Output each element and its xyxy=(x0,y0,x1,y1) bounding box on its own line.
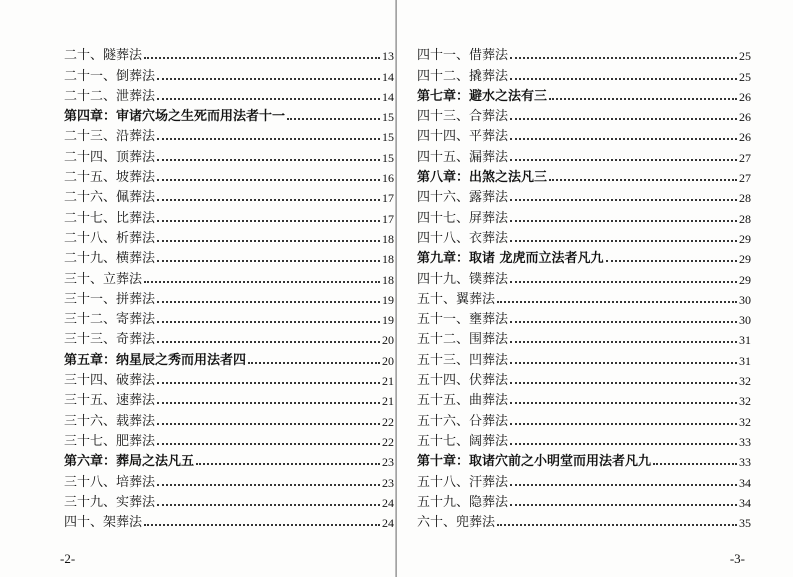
toc-chapter-heading xyxy=(64,103,394,123)
toc-entry-title: 四十三、合葬法 xyxy=(417,109,509,125)
toc-leader-dots xyxy=(510,159,737,161)
toc-entry-title: 三十七、肥葬法 xyxy=(64,433,156,449)
toc-entry xyxy=(64,489,394,509)
toc-entry-title: 五十四、伏葬法 xyxy=(417,373,509,389)
toc-entry-page: 20 xyxy=(382,353,394,368)
toc-leader-dots xyxy=(157,341,380,343)
toc-list-left xyxy=(64,42,394,529)
toc-entry-title: 第七章：避水之法有三 xyxy=(417,88,548,104)
toc-leader-dots xyxy=(144,281,380,283)
toc-entry xyxy=(64,265,394,285)
toc-leader-dots xyxy=(510,362,737,364)
toc-entry-page: 32 xyxy=(739,394,751,409)
toc-entry-page: 23 xyxy=(382,475,394,490)
toc-leader-dots xyxy=(157,402,380,404)
toc-entry xyxy=(417,468,751,488)
toc-entry xyxy=(64,509,394,529)
toc-leader-dots xyxy=(606,260,737,262)
toc-entry xyxy=(417,407,751,427)
toc-leader-dots xyxy=(510,240,737,242)
toc-entry-title: 二十七、比葬法 xyxy=(64,210,156,226)
toc-entry xyxy=(417,367,751,387)
toc-chapter-heading xyxy=(417,83,751,103)
toc-entry-page: 31 xyxy=(739,353,751,368)
toc-entry-title: 三十六、载葬法 xyxy=(64,413,156,429)
toc-entry xyxy=(64,225,394,245)
toc-entry-title: 二十三、沿葬法 xyxy=(64,129,156,145)
toc-entry-page: 29 xyxy=(739,272,751,287)
toc-entry xyxy=(64,428,394,448)
toc-entry-title: 五十七、阔葬法 xyxy=(417,433,509,449)
toc-entry xyxy=(64,42,394,62)
toc-entry-page: 21 xyxy=(382,394,394,409)
toc-entry xyxy=(64,204,394,224)
toc-entry-page: 25 xyxy=(739,69,751,84)
toc-leader-dots xyxy=(510,402,737,404)
left-page xyxy=(0,0,396,577)
toc-entry xyxy=(64,367,394,387)
toc-entry-page: 17 xyxy=(382,211,394,226)
toc-entry-title: 第四章：审诸穴场之生死而用法者十一 xyxy=(64,109,286,125)
toc-leader-dots xyxy=(653,463,737,465)
toc-leader-dots xyxy=(510,281,737,283)
toc-entry xyxy=(417,509,751,529)
toc-entry-title: 六十、兜葬法 xyxy=(417,515,496,531)
toc-entry-page: 15 xyxy=(382,150,394,165)
toc-leader-dots xyxy=(510,138,737,140)
toc-entry xyxy=(64,83,394,103)
toc-entry xyxy=(417,306,751,326)
toc-leader-dots xyxy=(248,362,380,364)
toc-entry-page: 14 xyxy=(382,69,394,84)
toc-entry-title: 二十五、坡葬法 xyxy=(64,170,156,186)
toc-entry-title: 四十八、衣葬法 xyxy=(417,230,509,246)
toc-entry-page: 15 xyxy=(382,130,394,145)
toc-leader-dots xyxy=(549,179,737,181)
toc-entry-title: 四十二、撬葬法 xyxy=(417,68,509,84)
toc-entry-page: 27 xyxy=(739,171,751,186)
toc-leader-dots xyxy=(157,199,380,201)
toc-entry xyxy=(64,326,394,346)
toc-entry xyxy=(64,62,394,82)
toc-entry-page: 35 xyxy=(739,516,751,531)
toc-leader-dots xyxy=(157,159,380,161)
toc-entry xyxy=(64,164,394,184)
toc-leader-dots xyxy=(157,220,380,222)
toc-entry-title: 二十二、泄葬法 xyxy=(64,88,156,104)
toc-entry-page: 22 xyxy=(382,414,394,429)
toc-entry-title: 第九章：取诸 龙虎而立法者凡九 xyxy=(417,251,604,267)
toc-entry-title: 第十章：取诸穴前之小明堂而用法者凡九 xyxy=(417,454,652,470)
toc-leader-dots xyxy=(157,484,380,486)
toc-entry xyxy=(417,346,751,366)
toc-leader-dots xyxy=(157,179,380,181)
toc-entry-title: 三十九、实葬法 xyxy=(64,494,156,510)
toc-entry-page: 18 xyxy=(382,252,394,267)
toc-leader-dots xyxy=(144,524,380,526)
toc-leader-dots xyxy=(510,321,737,323)
toc-entry-page: 20 xyxy=(382,333,394,348)
toc-entry xyxy=(417,489,751,509)
toc-entry-page: 13 xyxy=(382,49,394,64)
toc-entry-page: 19 xyxy=(382,313,394,328)
toc-entry-page: 24 xyxy=(382,516,394,531)
toc-entry-title: 四十五、漏葬法 xyxy=(417,149,509,165)
toc-entry-page: 32 xyxy=(739,414,751,429)
toc-entry-title: 三十二、寄葬法 xyxy=(64,312,156,328)
toc-leader-dots xyxy=(157,423,380,425)
toc-entry-page: 14 xyxy=(382,89,394,104)
toc-leader-dots xyxy=(510,118,737,120)
toc-entry-title: 第六章：葬局之法凡五 xyxy=(64,454,195,470)
toc-entry-page: 26 xyxy=(739,89,751,104)
toc-leader-dots xyxy=(157,98,380,100)
toc-entry-title: 四十六、露葬法 xyxy=(417,190,509,206)
toc-entry xyxy=(64,306,394,326)
toc-entry-page: 22 xyxy=(382,434,394,449)
toc-entry-page: 17 xyxy=(382,191,394,206)
toc-entry-title: 五十九、隐葬法 xyxy=(417,494,509,510)
toc-entry-page: 16 xyxy=(382,171,394,186)
toc-leader-dots xyxy=(549,98,737,100)
toc-leader-dots xyxy=(157,301,380,303)
toc-entry-page: 24 xyxy=(382,495,394,510)
toc-list-right xyxy=(417,42,751,529)
toc-entry-page: 26 xyxy=(739,110,751,125)
toc-leader-dots xyxy=(510,78,737,80)
toc-entry-title: 五十六、㕣葬法 xyxy=(417,413,509,429)
toc-entry-page: 28 xyxy=(739,191,751,206)
toc-chapter-heading xyxy=(417,164,751,184)
toc-leader-dots xyxy=(157,78,380,80)
toc-entry-page: 26 xyxy=(739,130,751,145)
toc-entry xyxy=(64,286,394,306)
toc-entry-title: 五十三、凹葬法 xyxy=(417,352,509,368)
toc-chapter-heading xyxy=(417,245,751,265)
toc-entry xyxy=(417,62,751,82)
toc-leader-dots xyxy=(287,118,380,120)
toc-entry-title: 二十一、倒葬法 xyxy=(64,68,156,84)
toc-entry-page: 32 xyxy=(739,374,751,389)
toc-entry-title: 二十、隧葬法 xyxy=(64,48,143,64)
toc-entry xyxy=(417,225,751,245)
toc-entry-title: 五十八、汗葬法 xyxy=(417,474,509,490)
toc-leader-dots xyxy=(497,524,737,526)
toc-entry-title: 四十四、平葬法 xyxy=(417,129,509,145)
toc-leader-dots xyxy=(510,484,737,486)
page-number-right: -3- xyxy=(729,551,745,566)
toc-entry-page: 18 xyxy=(382,231,394,246)
toc-entry-title: 二十九、横葬法 xyxy=(64,251,156,267)
toc-leader-dots xyxy=(157,382,380,384)
toc-entry xyxy=(417,143,751,163)
toc-entry-title: 五十二、围葬法 xyxy=(417,332,509,348)
toc-entry xyxy=(417,42,751,62)
toc-entry-title: 三十四、破葬法 xyxy=(64,373,156,389)
toc-chapter-heading xyxy=(64,346,394,366)
toc-entry-title: 二十四、顶葬法 xyxy=(64,149,156,165)
toc-entry-title: 四十九、镤葬法 xyxy=(417,271,509,287)
toc-leader-dots xyxy=(144,57,380,59)
toc-entry-title: 三十三、奇葬法 xyxy=(64,332,156,348)
toc-entry-title: 第八章：出煞之法凡三 xyxy=(417,170,548,186)
toc-entry-page: 34 xyxy=(739,495,751,510)
toc-entry-title: 三十五、速葬法 xyxy=(64,393,156,409)
toc-entry-page: 30 xyxy=(739,313,751,328)
toc-leader-dots xyxy=(157,443,380,445)
toc-entry xyxy=(64,123,394,143)
toc-entry-page: 31 xyxy=(739,333,751,348)
toc-leader-dots xyxy=(510,382,737,384)
toc-entry-title: 第五章：纳星辰之秀而用法者四 xyxy=(64,352,247,368)
toc-leader-dots xyxy=(510,443,737,445)
toc-entry xyxy=(417,387,751,407)
toc-entry-page: 27 xyxy=(739,150,751,165)
toc-leader-dots xyxy=(157,240,380,242)
toc-chapter-heading xyxy=(417,448,751,468)
toc-entry-page: 19 xyxy=(382,292,394,307)
toc-entry xyxy=(417,428,751,448)
toc-leader-dots xyxy=(510,220,737,222)
toc-entry-page: 28 xyxy=(739,211,751,226)
toc-entry-title: 五十一、壅葬法 xyxy=(417,312,509,328)
toc-entry-title: 四十七、屏葬法 xyxy=(417,210,509,226)
toc-leader-dots xyxy=(510,341,737,343)
toc-entry-title: 四十一、借葬法 xyxy=(417,48,509,64)
toc-entry-page: 30 xyxy=(739,292,751,307)
toc-entry xyxy=(417,184,751,204)
toc-leader-dots xyxy=(157,138,380,140)
toc-entry-title: 五十、翼葬法 xyxy=(417,291,496,307)
toc-entry xyxy=(417,326,751,346)
toc-entry xyxy=(64,387,394,407)
toc-entry-title: 四十、架葬法 xyxy=(64,515,143,531)
toc-entry xyxy=(417,123,751,143)
toc-leader-dots xyxy=(510,199,737,201)
toc-leader-dots xyxy=(510,504,737,506)
toc-entry-page: 33 xyxy=(739,455,751,470)
toc-leader-dots xyxy=(157,260,380,262)
toc-entry xyxy=(417,286,751,306)
toc-entry xyxy=(417,204,751,224)
toc-entry-title: 三十一、拼葬法 xyxy=(64,291,156,307)
toc-leader-dots xyxy=(497,301,737,303)
toc-entry-title: 三十、立葬法 xyxy=(64,271,143,287)
toc-entry xyxy=(64,143,394,163)
toc-entry xyxy=(417,265,751,285)
toc-leader-dots xyxy=(157,504,380,506)
page-number-left: -2- xyxy=(60,551,76,566)
toc-entry-page: 15 xyxy=(382,110,394,125)
toc-entry xyxy=(64,407,394,427)
toc-entry-title: 五十五、曲葬法 xyxy=(417,393,509,409)
toc-entry-page: 18 xyxy=(382,272,394,287)
toc-leader-dots xyxy=(510,57,737,59)
toc-entry-page: 25 xyxy=(739,49,751,64)
toc-entry xyxy=(64,468,394,488)
toc-entry xyxy=(64,245,394,265)
toc-entry-page: 29 xyxy=(739,252,751,267)
toc-chapter-heading xyxy=(64,448,394,468)
toc-entry-page: 33 xyxy=(739,434,751,449)
toc-entry-title: 二十八、析葬法 xyxy=(64,230,156,246)
toc-entry xyxy=(64,184,394,204)
toc-entry-page: 21 xyxy=(382,374,394,389)
toc-leader-dots xyxy=(510,423,737,425)
toc-entry-page: 29 xyxy=(739,231,751,246)
toc-leader-dots xyxy=(196,463,380,465)
toc-entry-page: 34 xyxy=(739,475,751,490)
toc-leader-dots xyxy=(157,321,380,323)
toc-entry-page: 23 xyxy=(382,455,394,470)
right-page xyxy=(397,0,793,577)
toc-entry-title: 二十六、佩葬法 xyxy=(64,190,156,206)
toc-entry xyxy=(417,103,751,123)
toc-entry-title: 三十八、培葬法 xyxy=(64,474,156,490)
